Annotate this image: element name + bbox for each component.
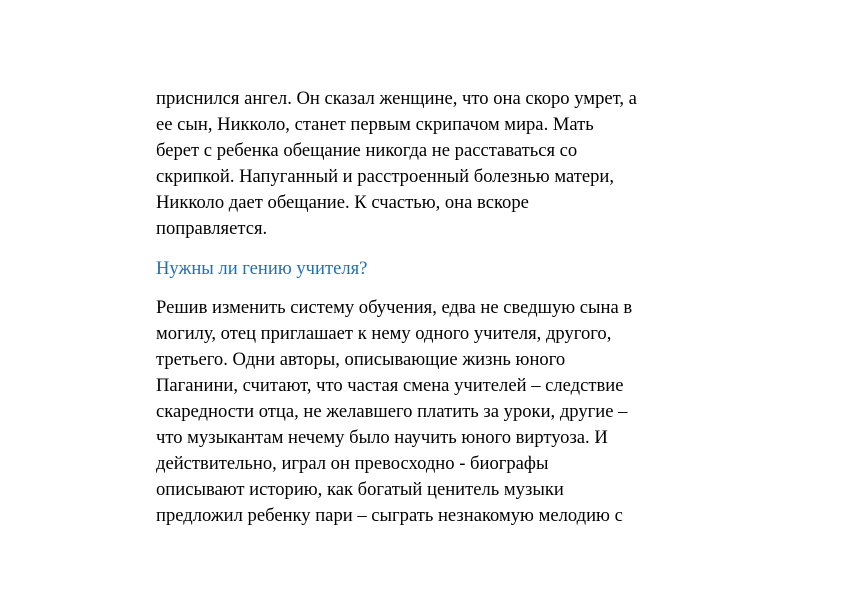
section-heading: Нужны ли гению учителя? — [156, 258, 368, 279]
paragraph-line: ее сын, Никколо, станет первым скрипачом мира. Мать — [156, 114, 594, 135]
page-content — [156, 86, 736, 529]
paragraph-line: описывают историю, как богатый ценитель музыки — [156, 479, 564, 500]
paragraph-line: приснился ангел. Он сказал женщине, что она скоро умрет, а — [156, 88, 637, 109]
paragraph-2 — [156, 295, 736, 529]
paragraph-line: скрипкой. Напуганный и расстроенный болезнью матери, — [156, 166, 615, 187]
paragraph-line: Паганини, считают, что частая смена учителей – следствие — [156, 375, 624, 396]
paragraph-line: Никколо дает обещание. К счастью, она вскоре — [156, 192, 529, 213]
paragraph-line: берет с ребенка обещание никогда не расставаться со — [156, 140, 578, 161]
paragraph-line: Решив изменить систему обучения, едва не сведшую сына в — [156, 297, 633, 318]
paragraph-line: поправляется. — [156, 218, 268, 239]
paragraph-line: что музыкантам нечему было научить юного виртуоза. И — [156, 427, 608, 448]
paragraph-1 — [156, 86, 736, 242]
paragraph-line: третьего. Одни авторы, описывающие жизнь юного — [156, 349, 566, 370]
paragraph-line: могилу, отец приглашает к нему одного учителя, другого, — [156, 323, 612, 344]
paragraph-line: скаредности отца, не желавшего платить за уроки, другие – — [156, 401, 628, 422]
paragraph-line: предложил ребенку пари – сыграть незнакомую мелодию с — [156, 505, 623, 526]
paragraph-line: действительно, играл он превосходно - биографы — [156, 453, 549, 474]
